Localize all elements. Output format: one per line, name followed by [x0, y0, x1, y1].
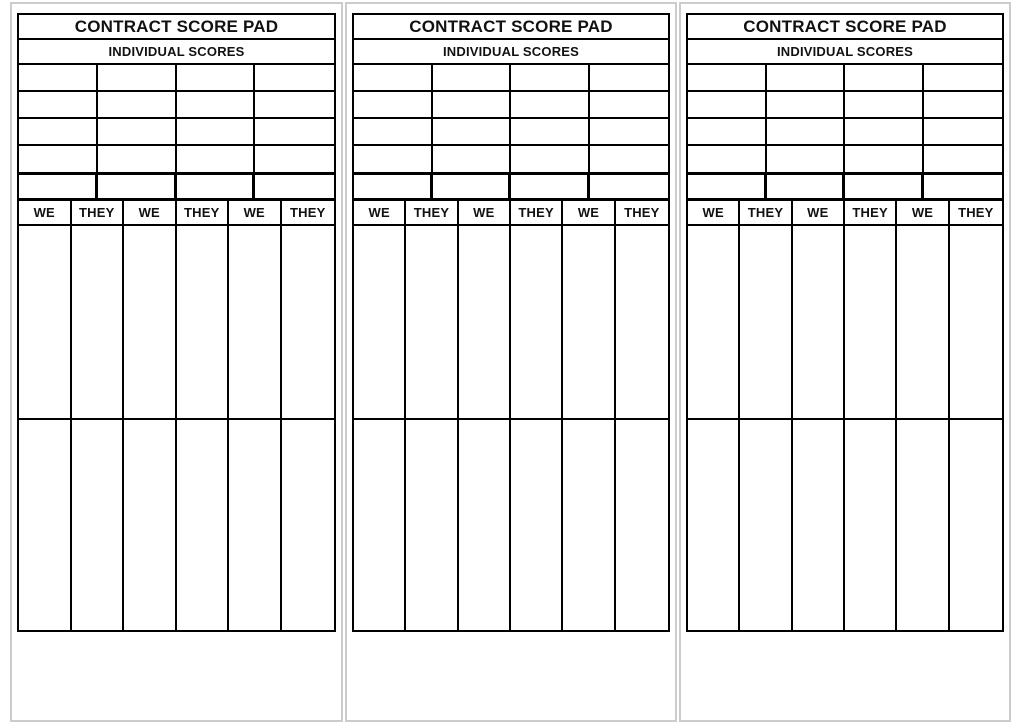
score-pad-table [686, 13, 1004, 632]
team-header-they: THEY [845, 201, 897, 224]
score-column-cell [406, 226, 458, 418]
score-column-cell [897, 420, 949, 630]
team-header-we: WE [897, 201, 949, 224]
score-column-cell [19, 226, 72, 418]
individual-score-cell [767, 146, 846, 172]
individual-score-cell [98, 92, 177, 119]
score-column-cell [282, 420, 335, 630]
score-column-cell [229, 226, 282, 418]
score-column-cell [845, 420, 897, 630]
score-column-cell [72, 420, 125, 630]
pad-title: CONTRACT SCORE PAD [354, 15, 668, 40]
score-column-cell [177, 420, 230, 630]
score-column-cell [459, 226, 511, 418]
score-pad-table [17, 13, 336, 632]
total-cell [19, 175, 98, 198]
score-column-cell [563, 226, 615, 418]
score-column-cell [740, 420, 792, 630]
individual-score-cell [590, 119, 669, 146]
individual-score-cell [98, 119, 177, 146]
individual-score-cell [767, 65, 846, 92]
team-header-we: WE [124, 201, 177, 224]
individual-score-cell [98, 65, 177, 92]
individual-score-cell [354, 119, 433, 146]
individual-scores-grid [688, 65, 1002, 172]
individual-scores-grid [19, 65, 334, 172]
score-column-cell [950, 420, 1002, 630]
score-column-cell [229, 420, 282, 630]
team-header-we: WE [354, 201, 406, 224]
score-column-cell [406, 420, 458, 630]
score-column-cell [354, 226, 406, 418]
score-column-cell [897, 226, 949, 418]
team-header-they: THEY [740, 201, 792, 224]
individual-score-cell [354, 65, 433, 92]
score-column-cell [793, 420, 845, 630]
individual-score-cell [845, 119, 924, 146]
individual-score-cell [19, 92, 98, 119]
total-cell [433, 175, 512, 198]
pad-subtitle: INDIVIDUAL SCORES [688, 40, 1002, 65]
individual-score-cell [924, 65, 1003, 92]
total-cell [590, 175, 669, 198]
individual-score-cell [19, 119, 98, 146]
score-column-cell [124, 420, 177, 630]
score-column-cell [511, 226, 563, 418]
score-area-above-line [354, 226, 668, 420]
individual-score-cell [255, 65, 334, 92]
score-pad-card-1 [10, 2, 343, 722]
individual-score-cell [511, 119, 590, 146]
pad-title: CONTRACT SCORE PAD [688, 15, 1002, 40]
score-column-cell [616, 226, 668, 418]
individual-score-cell [590, 92, 669, 119]
score-column-cell [511, 420, 563, 630]
score-column-cell [177, 226, 230, 418]
total-cell [688, 175, 767, 198]
individual-score-cell [354, 92, 433, 119]
pad-title: CONTRACT SCORE PAD [19, 15, 334, 40]
team-header-they: THEY [177, 201, 230, 224]
pad-subtitle: INDIVIDUAL SCORES [354, 40, 668, 65]
score-area-above-line [688, 226, 1002, 420]
individual-score-cell [845, 65, 924, 92]
individual-score-cell [845, 92, 924, 119]
individual-score-cell [177, 92, 256, 119]
individual-score-cell [19, 146, 98, 172]
score-area-below-line [354, 420, 668, 630]
individual-score-cell [433, 92, 512, 119]
pad-subtitle: INDIVIDUAL SCORES [19, 40, 334, 65]
totals-row [354, 172, 668, 201]
total-cell [354, 175, 433, 198]
score-column-cell [19, 420, 72, 630]
team-header-we: WE [793, 201, 845, 224]
team-header-they: THEY [511, 201, 563, 224]
individual-score-cell [924, 146, 1003, 172]
individual-score-cell [433, 146, 512, 172]
totals-row [688, 172, 1002, 201]
team-header-they: THEY [406, 201, 458, 224]
individual-score-cell [590, 65, 669, 92]
total-cell [845, 175, 924, 198]
team-header-row [354, 201, 668, 226]
score-column-cell [616, 420, 668, 630]
individual-score-cell [688, 119, 767, 146]
individual-score-cell [177, 65, 256, 92]
individual-score-cell [767, 92, 846, 119]
individual-score-cell [255, 146, 334, 172]
individual-score-cell [433, 65, 512, 92]
team-header-they: THEY [290, 205, 326, 220]
individual-score-cell [255, 119, 334, 146]
individual-score-cell [688, 65, 767, 92]
team-header-they: THEY [72, 201, 125, 224]
team-header-row [688, 201, 1002, 226]
individual-score-cell [511, 146, 590, 172]
score-pad-card-3 [679, 2, 1011, 722]
team-header-we: WE [19, 201, 72, 224]
score-column-cell [688, 420, 740, 630]
individual-score-cell [924, 119, 1003, 146]
individual-score-cell [255, 92, 334, 119]
individual-score-cell [354, 146, 433, 172]
individual-scores-grid [354, 65, 668, 172]
score-column-cell [282, 226, 335, 418]
score-column-cell [688, 226, 740, 418]
score-column-cell [950, 226, 1002, 418]
score-pad-table [352, 13, 670, 632]
individual-score-cell [98, 146, 177, 172]
total-cell [98, 175, 177, 198]
score-column-cell [354, 420, 406, 630]
individual-score-cell [19, 65, 98, 92]
score-pad-card-2 [345, 2, 677, 722]
team-header-they: THEY [958, 205, 994, 220]
individual-score-cell [177, 146, 256, 172]
score-area-below-line [19, 420, 334, 630]
individual-score-cell [433, 119, 512, 146]
team-header-we: WE [688, 201, 740, 224]
team-header-we: WE [229, 201, 282, 224]
individual-score-cell [511, 92, 590, 119]
team-header-we: WE [563, 201, 615, 224]
score-column-cell [740, 226, 792, 418]
score-area-below-line [688, 420, 1002, 630]
team-header-they: THEY [624, 205, 660, 220]
total-cell [767, 175, 846, 198]
team-header-we: WE [459, 201, 511, 224]
individual-score-cell [845, 146, 924, 172]
individual-score-cell [688, 92, 767, 119]
individual-score-cell [688, 146, 767, 172]
score-column-cell [124, 226, 177, 418]
score-column-cell [845, 226, 897, 418]
total-cell [177, 175, 256, 198]
individual-score-cell [924, 92, 1003, 119]
total-cell [511, 175, 590, 198]
score-column-cell [793, 226, 845, 418]
individual-score-cell [590, 146, 669, 172]
total-cell [924, 175, 1003, 198]
individual-score-cell [511, 65, 590, 92]
totals-row [19, 172, 334, 201]
individual-score-cell [767, 119, 846, 146]
score-column-cell [72, 226, 125, 418]
individual-score-cell [177, 119, 256, 146]
score-column-cell [563, 420, 615, 630]
score-area-above-line [19, 226, 334, 420]
score-column-cell [459, 420, 511, 630]
total-cell [255, 175, 334, 198]
team-header-row [19, 201, 334, 226]
